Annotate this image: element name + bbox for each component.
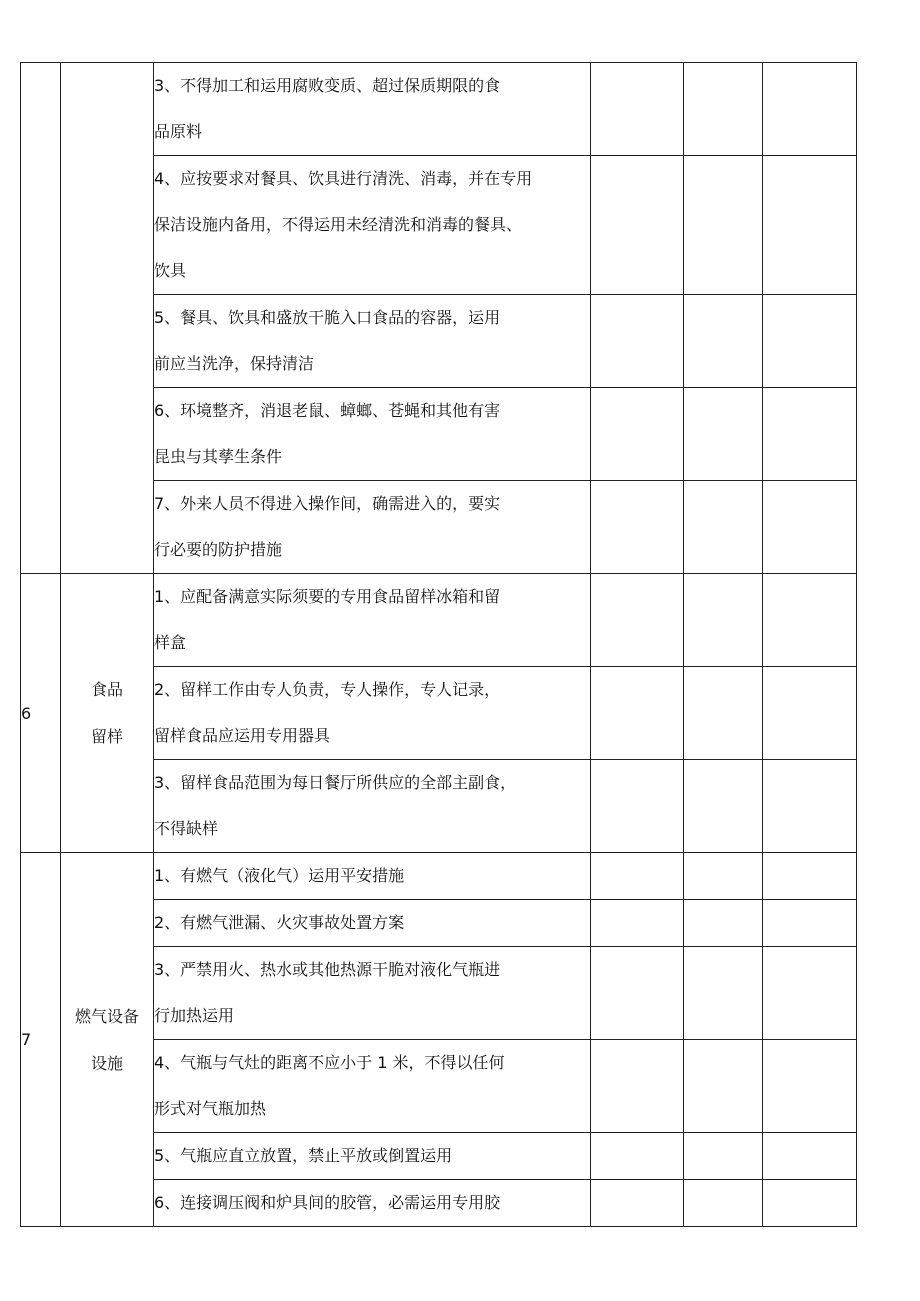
category-cell — [61, 574, 154, 853]
check-cell — [591, 1133, 684, 1180]
item-cell: 6、环境整齐，消退老鼠、蟑螂、苍蝇和其他有害 昆虫与其孳生条件 — [154, 388, 591, 481]
check-cell — [591, 1180, 684, 1227]
check-cell — [591, 388, 684, 481]
row-number-cell — [21, 63, 61, 574]
check-cell — [591, 900, 684, 947]
item-cell: 3、严禁用火、热水或其他热源干脆对液化气瓶进 行加热运用 — [154, 947, 591, 1040]
check-cell — [763, 1180, 857, 1227]
check-cell — [684, 1180, 763, 1227]
check-cell — [763, 853, 857, 900]
check-cell — [591, 947, 684, 1040]
check-cell — [591, 853, 684, 900]
item-cell: 3、不得加工和运用腐败变质、超过保质期限的食 品原料 — [154, 63, 591, 156]
check-cell — [763, 574, 857, 667]
item-cell: 3、留样食品范围为每日餐厅所供应的全部主副食， 不得缺样 — [154, 760, 591, 853]
check-cell — [591, 295, 684, 388]
category-label: 留样 — [90, 727, 123, 746]
check-cell — [684, 853, 763, 900]
check-cell — [684, 156, 763, 295]
item-cell: 2、留样工作由专人负责，专人操作，专人记录， 留样食品应运用专用器具 — [154, 667, 591, 760]
check-cell — [684, 574, 763, 667]
check-cell — [684, 481, 763, 574]
check-cell — [591, 574, 684, 667]
item-cell: 5、餐具、饮具和盛放干脆入口食品的容器，运用 前应当洗净，保持清洁 — [154, 295, 591, 388]
check-cell — [591, 1040, 684, 1133]
inspection-table — [20, 62, 857, 1227]
item-cell: 5、气瓶应直立放置，禁止平放或倒置运用 — [154, 1133, 591, 1180]
check-cell — [591, 156, 684, 295]
check-cell — [684, 667, 763, 760]
check-cell — [763, 388, 857, 481]
check-cell — [763, 760, 857, 853]
check-cell — [763, 1040, 857, 1133]
item-cell: 4、应按要求对餐具、饮具进行清洗、消毒，并在专用 保洁设施内备用，不得运用未经清洗和消毒的餐具、 饮具 — [154, 156, 591, 295]
check-cell — [684, 63, 763, 156]
check-cell — [591, 760, 684, 853]
check-cell — [763, 481, 857, 574]
category-label: 设施 — [90, 1053, 123, 1073]
check-cell — [763, 295, 857, 388]
check-cell — [591, 481, 684, 574]
table-row — [21, 853, 857, 900]
item-cell: 6、连接调压阀和炉具间的胶管，必需运用专用胶 — [154, 1180, 591, 1227]
item-cell: 1、应配备满意实际须要的专用食品留样冰箱和留 样盒 — [154, 574, 591, 667]
row-number-cell: 6 — [21, 574, 61, 853]
item-cell: 7、外来人员不得进入操作间，确需进入的，要实 行必要的防护措施 — [154, 481, 591, 574]
check-cell — [684, 388, 763, 481]
check-cell — [763, 63, 857, 156]
check-cell — [684, 295, 763, 388]
check-cell — [684, 900, 763, 947]
check-cell — [684, 1133, 763, 1180]
item-cell: 4、气瓶与气灶的距离不应小于 1 米，不得以任何 形式对气瓶加热 — [154, 1040, 591, 1133]
category-cell — [61, 63, 154, 574]
check-cell — [763, 1133, 857, 1180]
item-cell: 1、有燃气（液化气）运用平安措施 — [154, 853, 591, 900]
check-cell — [684, 760, 763, 853]
check-cell — [763, 947, 857, 1040]
table-row — [21, 574, 857, 667]
check-cell — [684, 947, 763, 1040]
item-cell: 2、有燃气泄漏、火灾事故处置方案 — [154, 900, 591, 947]
check-cell — [684, 1040, 763, 1133]
check-cell — [591, 63, 684, 156]
check-cell — [763, 667, 857, 760]
table-row — [21, 63, 857, 156]
category-label: 燃气设备 — [74, 1006, 139, 1026]
check-cell — [591, 667, 684, 760]
category-cell — [61, 853, 154, 1227]
category-label: 食品 — [90, 680, 123, 699]
check-cell — [763, 156, 857, 295]
check-cell — [763, 900, 857, 947]
row-number-cell: 7 — [21, 853, 61, 1227]
